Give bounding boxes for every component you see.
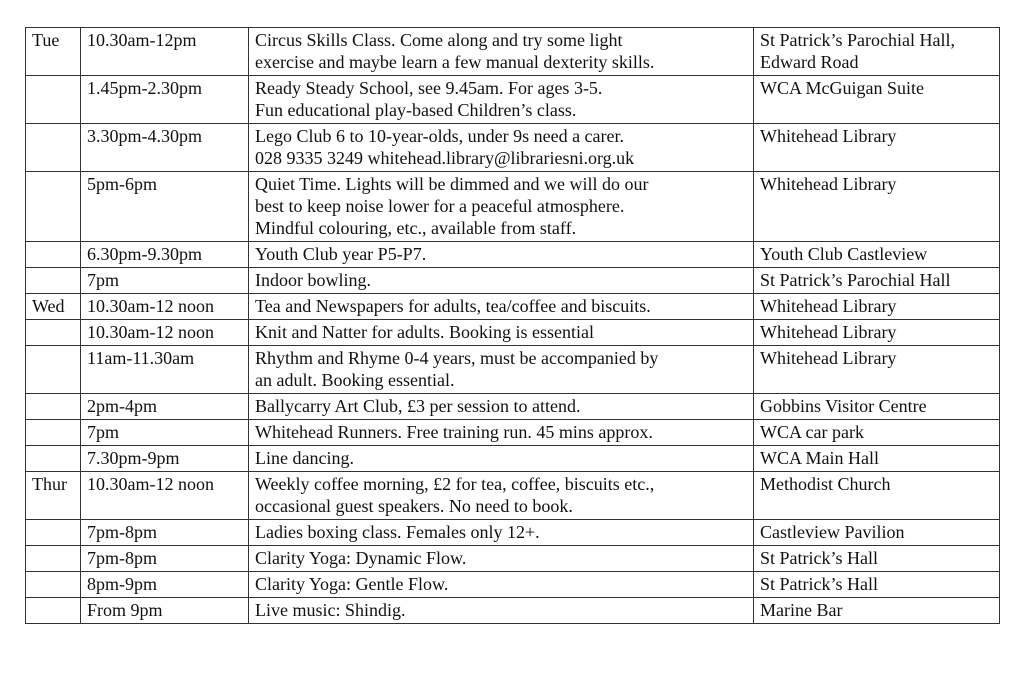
time-text: 7pm xyxy=(87,270,120,290)
venue-cell xyxy=(754,268,1000,294)
venue-text: St Patrick’s Parochial Hall xyxy=(760,270,951,290)
table-row xyxy=(26,172,1000,242)
time-cell xyxy=(81,268,249,294)
time-cell xyxy=(81,76,249,124)
table-row xyxy=(26,320,1000,346)
description-text: Weekly coffee morning, £2 for tea, coffee, biscuits etc., occasional guest speakers. No need to book. xyxy=(255,474,655,516)
time-cell xyxy=(81,394,249,420)
venue-text: Whitehead Library xyxy=(760,126,897,146)
venue-text: Whitehead Library xyxy=(760,348,897,368)
time-cell xyxy=(81,320,249,346)
venue-text: Methodist Church xyxy=(760,474,891,494)
venue-cell xyxy=(754,446,1000,472)
day-cell xyxy=(26,446,81,472)
time-cell xyxy=(81,242,249,268)
description-cell xyxy=(249,598,754,624)
day-text: Thur xyxy=(32,474,67,494)
description-cell xyxy=(249,294,754,320)
time-text: 10.30am-12 noon xyxy=(87,296,214,316)
table-row xyxy=(26,124,1000,172)
venue-cell xyxy=(754,598,1000,624)
day-cell xyxy=(26,472,81,520)
time-text: From 9pm xyxy=(87,600,163,620)
description-text: Ready Steady School, see 9.45am. For ages 3-5. Fun educational play-based Children’s class. xyxy=(255,78,603,120)
table-row xyxy=(26,394,1000,420)
time-cell xyxy=(81,172,249,242)
venue-cell xyxy=(754,394,1000,420)
description-cell xyxy=(249,546,754,572)
description-text: Clarity Yoga: Dynamic Flow. xyxy=(255,548,467,568)
time-cell xyxy=(81,472,249,520)
venue-cell xyxy=(754,546,1000,572)
day-cell xyxy=(26,520,81,546)
table-row xyxy=(26,268,1000,294)
time-cell xyxy=(81,420,249,446)
day-cell xyxy=(26,598,81,624)
table-row xyxy=(26,76,1000,124)
time-text: 7.30pm-9pm xyxy=(87,448,180,468)
venue-text: St Patrick’s Hall xyxy=(760,548,878,568)
time-cell xyxy=(81,346,249,394)
time-text: 1.45pm-2.30pm xyxy=(87,78,202,98)
table-row xyxy=(26,472,1000,520)
description-cell xyxy=(249,520,754,546)
time-text: 7pm xyxy=(87,422,120,442)
time-cell xyxy=(81,598,249,624)
day-cell xyxy=(26,124,81,172)
time-cell xyxy=(81,572,249,598)
description-text: Indoor bowling. xyxy=(255,270,371,290)
venue-cell xyxy=(754,294,1000,320)
table-row xyxy=(26,346,1000,394)
events-schedule-table xyxy=(25,27,1000,624)
time-text: 10.30am-12 noon xyxy=(87,474,214,494)
description-text: Line dancing. xyxy=(255,448,354,468)
time-text: 6.30pm-9.30pm xyxy=(87,244,202,264)
time-text: 10.30am-12 noon xyxy=(87,322,214,342)
table-row xyxy=(26,420,1000,446)
description-text: Circus Skills Class. Come along and try some light exercise and maybe learn a few manual dexterity skills. xyxy=(255,30,655,72)
venue-text: Whitehead Library xyxy=(760,296,897,316)
description-cell xyxy=(249,446,754,472)
description-cell xyxy=(249,472,754,520)
table-row xyxy=(26,294,1000,320)
table-row xyxy=(26,28,1000,76)
venue-text: Marine Bar xyxy=(760,600,843,620)
venue-text: St Patrick’s Parochial Hall, Edward Road xyxy=(760,30,955,72)
venue-text: Gobbins Visitor Centre xyxy=(760,396,927,416)
venue-cell xyxy=(754,320,1000,346)
day-text: Wed xyxy=(32,296,65,316)
venue-cell xyxy=(754,28,1000,76)
time-cell xyxy=(81,546,249,572)
venue-cell xyxy=(754,124,1000,172)
time-cell xyxy=(81,124,249,172)
time-text: 2pm-4pm xyxy=(87,396,157,416)
time-text: 3.30pm-4.30pm xyxy=(87,126,202,146)
venue-cell xyxy=(754,346,1000,394)
description-text: Youth Club year P5-P7. xyxy=(255,244,427,264)
description-text: Rhythm and Rhyme 0-4 years, must be accompanied by an adult. Booking essential. xyxy=(255,348,659,390)
venue-text: Whitehead Library xyxy=(760,174,897,194)
table-row xyxy=(26,520,1000,546)
description-cell xyxy=(249,76,754,124)
time-text: 10.30am-12pm xyxy=(87,30,197,50)
venue-cell xyxy=(754,572,1000,598)
table-row xyxy=(26,446,1000,472)
venue-text: St Patrick’s Hall xyxy=(760,574,878,594)
time-cell xyxy=(81,28,249,76)
day-cell xyxy=(26,346,81,394)
venue-cell xyxy=(754,242,1000,268)
venue-cell xyxy=(754,172,1000,242)
day-cell xyxy=(26,76,81,124)
venue-text: Whitehead Library xyxy=(760,322,897,342)
description-cell xyxy=(249,320,754,346)
table-row xyxy=(26,572,1000,598)
venue-cell xyxy=(754,520,1000,546)
description-cell xyxy=(249,346,754,394)
table-row xyxy=(26,598,1000,624)
description-cell xyxy=(249,242,754,268)
day-cell xyxy=(26,242,81,268)
day-cell xyxy=(26,394,81,420)
day-cell xyxy=(26,572,81,598)
venue-text: WCA Main Hall xyxy=(760,448,879,468)
venue-text: Youth Club Castleview xyxy=(760,244,928,264)
day-cell xyxy=(26,28,81,76)
table-row xyxy=(26,242,1000,268)
day-cell xyxy=(26,172,81,242)
venue-text: WCA McGuigan Suite xyxy=(760,78,924,98)
description-cell xyxy=(249,28,754,76)
description-text: Clarity Yoga: Gentle Flow. xyxy=(255,574,449,594)
table-row xyxy=(26,546,1000,572)
description-cell xyxy=(249,394,754,420)
description-cell xyxy=(249,572,754,598)
description-cell xyxy=(249,420,754,446)
description-text: Quiet Time. Lights will be dimmed and we will do our best to keep noise lower for a peaceful atmosphere. Mindful colouring, etc., available from staff. xyxy=(255,174,649,238)
day-cell xyxy=(26,546,81,572)
day-cell xyxy=(26,320,81,346)
description-cell xyxy=(249,268,754,294)
time-cell xyxy=(81,520,249,546)
description-cell xyxy=(249,124,754,172)
description-cell xyxy=(249,172,754,242)
description-text: Ladies boxing class. Females only 12+. xyxy=(255,522,540,542)
time-text: 11am-11.30am xyxy=(87,348,195,368)
venue-cell xyxy=(754,472,1000,520)
venue-cell xyxy=(754,420,1000,446)
description-text: Whitehead Runners. Free training run. 45 mins approx. xyxy=(255,422,653,442)
time-text: 5pm-6pm xyxy=(87,174,157,194)
time-text: 7pm-8pm xyxy=(87,522,157,542)
description-text: Tea and Newspapers for adults, tea/coffee and biscuits. xyxy=(255,296,651,316)
day-cell xyxy=(26,420,81,446)
description-text: Knit and Natter for adults. Booking is essential xyxy=(255,322,594,342)
time-text: 7pm-8pm xyxy=(87,548,157,568)
day-cell xyxy=(26,268,81,294)
venue-text: WCA car park xyxy=(760,422,864,442)
schedule-body xyxy=(26,28,1000,624)
time-cell xyxy=(81,294,249,320)
description-text: Ballycarry Art Club, £3 per session to attend. xyxy=(255,396,581,416)
description-text: Live music: Shindig. xyxy=(255,600,406,620)
venue-cell xyxy=(754,76,1000,124)
venue-text: Castleview Pavilion xyxy=(760,522,905,542)
description-text: Lego Club 6 to 10-year-olds, under 9s need a carer. 028 9335 3249 whitehead.library@librariesni.org.uk xyxy=(255,126,635,168)
time-text: 8pm-9pm xyxy=(87,574,157,594)
day-text: Tue xyxy=(32,30,60,50)
time-cell xyxy=(81,446,249,472)
day-cell xyxy=(26,294,81,320)
